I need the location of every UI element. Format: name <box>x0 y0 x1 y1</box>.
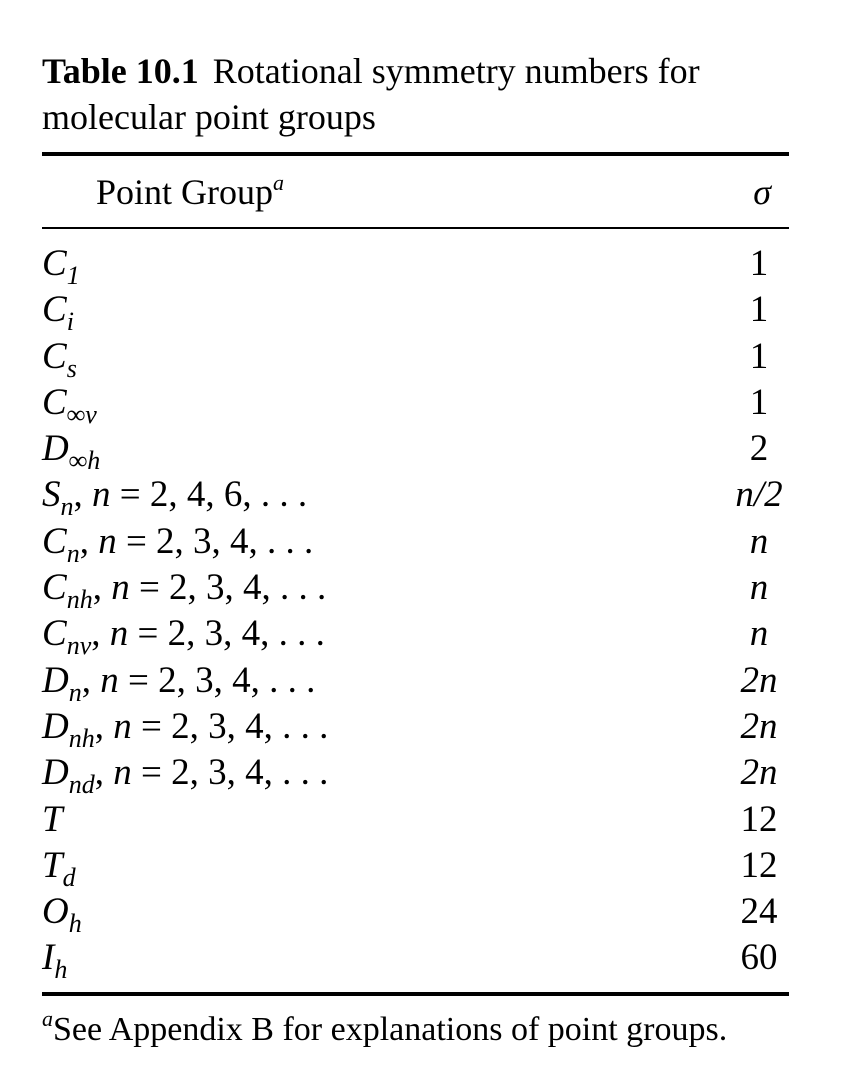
point-group-condition <box>74 474 308 515</box>
table-row <box>42 426 789 476</box>
point-group-symbol: C <box>42 243 67 284</box>
point-group-symbol: D <box>42 428 69 470</box>
condition-variable: n <box>98 520 117 562</box>
sigma-value: 1 <box>749 381 769 423</box>
point-group-cell <box>42 935 68 985</box>
sigma-value: 24 <box>740 891 778 933</box>
sigma-value: 12 <box>740 798 778 840</box>
table-row <box>42 472 789 522</box>
point-group-cell <box>42 426 101 476</box>
sigma-value: 2n <box>740 659 778 701</box>
table-label: Table 10.1 <box>42 51 199 91</box>
condition-variable: n <box>111 567 130 609</box>
table-container <box>42 48 789 1050</box>
table-body <box>42 229 789 992</box>
sigma-value: 1 <box>749 289 769 331</box>
table-row <box>42 889 789 939</box>
separator: , <box>92 567 112 609</box>
point-group-subscript: n <box>68 677 82 707</box>
point-group-condition <box>95 752 329 793</box>
point-group-symbol: D <box>42 659 69 701</box>
point-group-condition <box>80 521 314 562</box>
point-group-symbol: S <box>42 474 61 516</box>
table-caption <box>42 48 789 140</box>
table-row <box>42 935 789 985</box>
table-row <box>42 241 789 290</box>
point-group-cell <box>42 750 329 800</box>
point-group-subscript: s <box>66 353 77 383</box>
point-group-subscript: nh <box>68 723 95 753</box>
point-group-subscript: i <box>66 307 74 337</box>
table-header <box>42 156 789 227</box>
point-group-subscript: ∞h <box>68 446 101 476</box>
bottom-rule <box>42 992 789 996</box>
point-group-subscript: nv <box>66 631 92 661</box>
point-group-cell <box>42 472 308 522</box>
condition-variable: n <box>113 705 132 747</box>
point-group-symbol: C <box>42 289 67 331</box>
point-group-condition <box>82 660 316 701</box>
point-group-condition <box>95 706 329 747</box>
footnote-text: See Appendix B for explanations of point groups. <box>53 1010 728 1048</box>
point-group-symbol: O <box>42 891 69 933</box>
separator: , <box>94 752 114 794</box>
point-group-subscript: n <box>60 492 74 522</box>
table-row <box>42 334 789 383</box>
table-row <box>42 611 789 661</box>
point-group-cell <box>42 380 97 429</box>
point-group-cell <box>42 889 82 939</box>
table-row <box>42 287 789 337</box>
point-group-symbol: C <box>42 613 67 655</box>
table-row <box>42 519 789 568</box>
condition-variable: n <box>109 613 129 655</box>
point-group-symbol: C <box>42 567 67 609</box>
table-row <box>42 843 789 892</box>
header-point-group: Point Group$^a$ <box>96 169 285 212</box>
point-group-cell <box>42 797 63 843</box>
separator: , <box>81 659 101 701</box>
point-group-cell <box>42 611 325 661</box>
point-group-subscript: h <box>68 909 82 939</box>
condition-values: = 2, 3, 4, . . . <box>131 705 329 747</box>
table-footnote <box>42 1005 789 1050</box>
point-group-condition <box>93 567 327 608</box>
table-row <box>42 797 789 843</box>
point-group-symbol: C <box>42 335 67 377</box>
footnote-mark: a <box>273 169 285 195</box>
condition-values: = 2, 3, 4, . . . <box>116 520 314 562</box>
point-group-symbol: D <box>42 705 69 747</box>
sigma-value: 60 <box>740 937 778 979</box>
sigma-value: n/2 <box>735 474 783 516</box>
point-group-subscript: nd <box>68 770 95 800</box>
point-group-subscript: 1 <box>66 261 80 290</box>
sigma-value: n <box>749 520 769 562</box>
point-group-symbol: I <box>42 937 55 979</box>
table-row <box>42 380 789 429</box>
point-group-cell <box>42 658 316 707</box>
table-title: Rotational symmetry numbers for molecular point groups <box>42 51 700 137</box>
condition-values: = 2, 4, 6, . . . <box>110 474 308 516</box>
separator: , <box>94 705 114 747</box>
sigma-value: 1 <box>749 243 769 284</box>
sigma-value: 1 <box>749 335 769 377</box>
point-group-symbol: C <box>42 381 67 423</box>
point-group-symbol: D <box>42 752 69 794</box>
sigma-value: 12 <box>740 844 778 886</box>
point-group-cell <box>42 704 329 753</box>
sigma-value: 2 <box>749 428 769 470</box>
separator: , <box>79 520 99 562</box>
point-group-cell <box>42 334 77 383</box>
condition-values: = 2, 3, 4, . . . <box>128 613 325 655</box>
point-group-cell <box>42 241 80 290</box>
point-group-symbol: T <box>42 798 63 840</box>
sigma-value: 2n <box>740 705 778 747</box>
point-group-subscript: h <box>54 955 68 985</box>
point-group-symbol: C <box>42 520 67 562</box>
separator: , <box>73 474 92 516</box>
condition-values: = 2, 3, 4, . . . <box>131 752 329 794</box>
header-sigma: σ <box>753 171 771 212</box>
point-group-subscript: nh <box>66 585 93 615</box>
table-row <box>42 658 789 707</box>
point-group-cell <box>42 843 76 892</box>
point-group-symbol: T <box>42 844 63 886</box>
sigma-value: n <box>749 567 769 609</box>
condition-values: = 2, 3, 4, . . . <box>129 567 327 609</box>
footnote-mark: a <box>42 1005 53 1031</box>
point-group-cell <box>42 519 314 568</box>
separator: , <box>91 613 110 655</box>
table-row <box>42 704 789 753</box>
point-group-subscript: n <box>66 538 80 568</box>
point-group-cell <box>42 287 74 337</box>
condition-variable: n <box>113 752 132 794</box>
condition-values: = 2, 3, 4, . . . <box>118 659 316 701</box>
point-group-condition <box>91 613 325 654</box>
point-group-subscript: d <box>62 862 76 892</box>
table-row <box>42 565 789 615</box>
condition-variable: n <box>92 474 111 516</box>
condition-variable: n <box>100 659 119 701</box>
table-row <box>42 750 789 800</box>
point-group-cell <box>42 565 327 615</box>
point-group-subscript: ∞v <box>66 399 97 429</box>
sigma-value: n <box>749 613 769 655</box>
sigma-value: 2n <box>740 752 778 794</box>
